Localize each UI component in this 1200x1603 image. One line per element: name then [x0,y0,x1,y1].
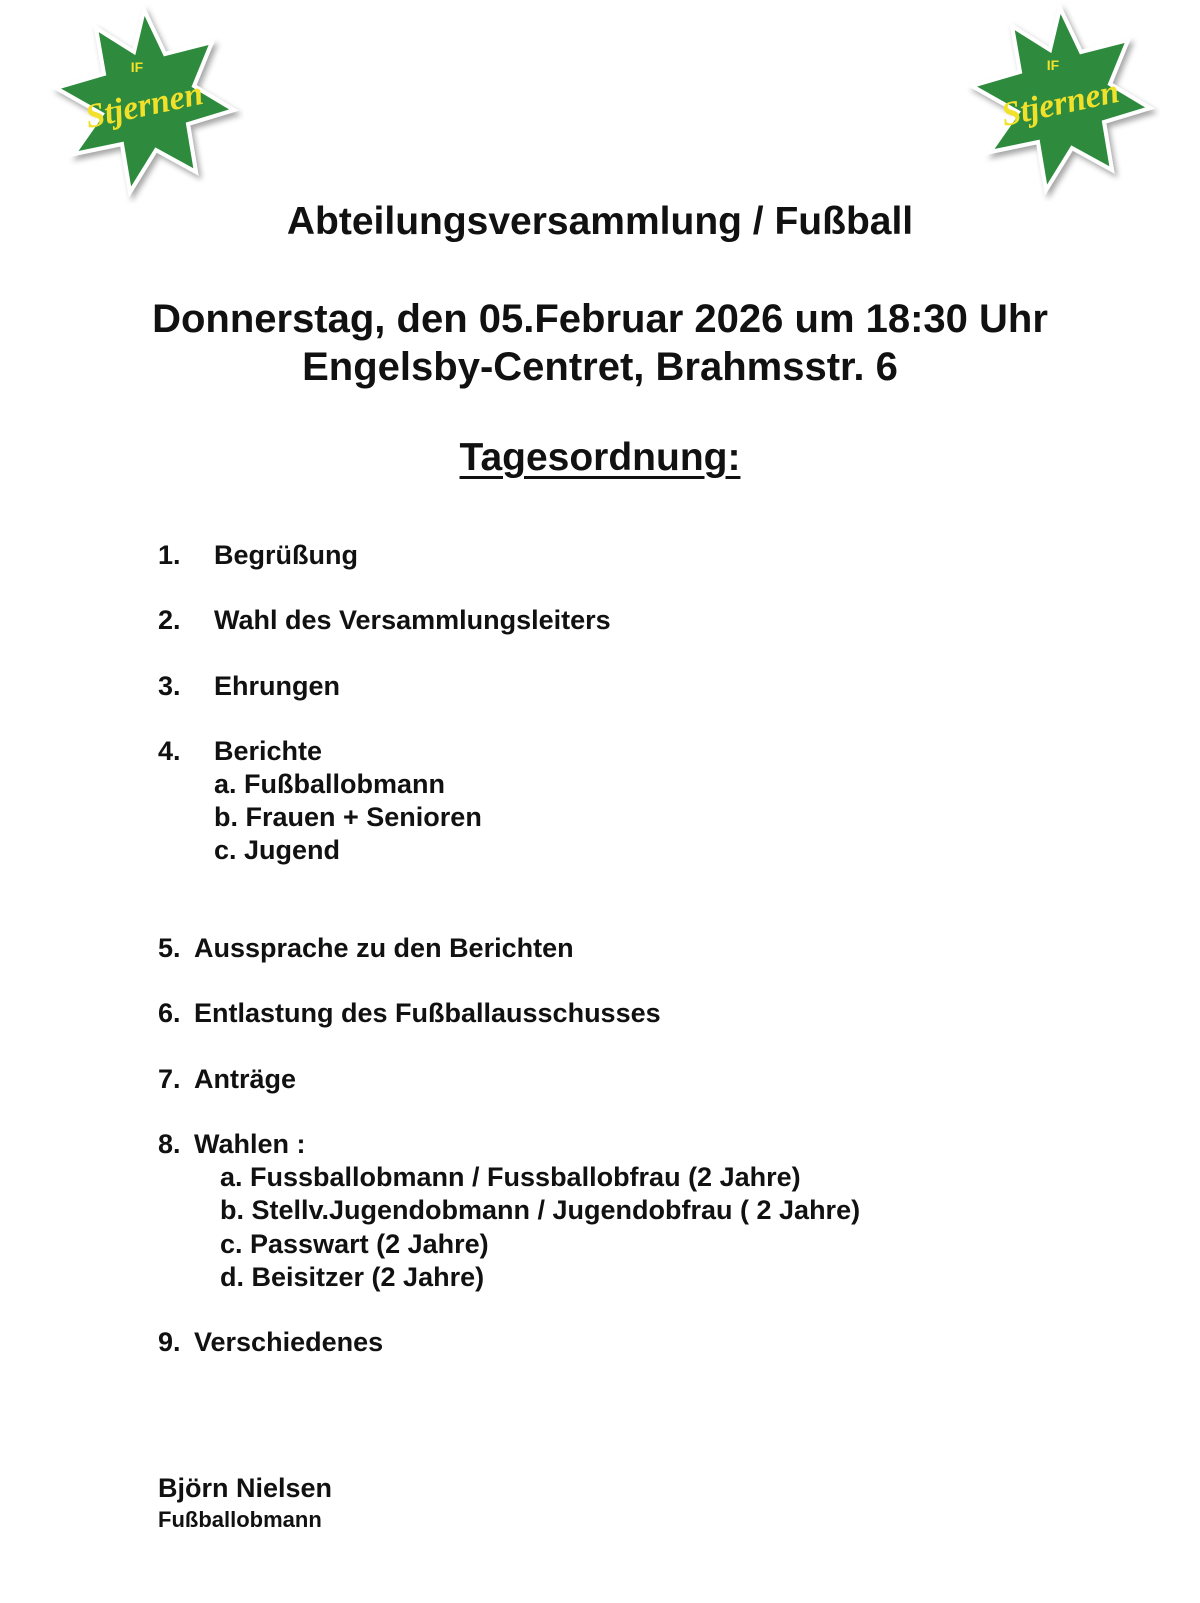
meeting-location: Engelsby-Centret, Brahmsstr. 6 [302,345,898,389]
item-number: 2. [158,605,181,635]
signature-name: Björn Nielsen [158,1473,333,1503]
sub-item: b. Stellv.Jugendobmann / Jugendobfrau ( 2 Jahre) [220,1195,861,1225]
item-number: 1. [158,540,181,570]
item-label: Verschiedenes [194,1327,384,1357]
item-number: 4. [158,736,181,766]
sub-item: a. Fußballobmann [214,769,446,799]
meeting-info [0,295,1200,391]
item-label: Wahl des Versammlungsleiters [214,605,611,635]
star-logo-icon [960,2,1160,202]
item-label: Anträge [194,1064,297,1094]
item-label: Ehrungen [214,671,340,701]
item-label: Berichte [214,736,323,766]
club-logo-right [960,2,1160,202]
item-label: Wahlen : [194,1129,306,1159]
svg-text:IF: IF [130,59,144,75]
svg-text:Stjernen: Stjernen [82,74,207,136]
page-title: Abteilungsversammlung / Fußball [286,200,914,243]
item-label: Entlastung des Fußballausschusses [194,998,661,1028]
star-logo-icon [44,4,244,204]
item-number: 5. [158,933,181,963]
item-label: Aussprache zu den Berichten [194,933,574,963]
sub-item: b. Frauen + Senioren [214,802,482,832]
item-number: 6. [158,998,181,1028]
item-label: Begrüßung [214,540,358,570]
club-logo-left [44,4,244,204]
signature-role: Fußballobmann [158,1507,322,1532]
item-number: 8. [158,1129,181,1159]
meeting-date: Donnerstag, den 05.Februar 2026 um 18:30 Uhr [152,297,1048,341]
item-number: 7. [158,1064,181,1094]
agenda-heading: Tagesordnung: [459,436,741,479]
sub-item: c. Passwart (2 Jahre) [220,1229,489,1259]
sub-item: c. Jugend [214,835,341,865]
svg-text:Stjernen: Stjernen [998,72,1123,134]
sub-item: d. Beisitzer (2 Jahre) [220,1262,485,1292]
svg-text:IF: IF [1046,57,1060,73]
item-number: 3. [158,671,181,701]
item-number: 9. [158,1327,181,1357]
sub-item: a. Fussballobmann / Fussballobfrau (2 Jahre) [220,1162,801,1192]
